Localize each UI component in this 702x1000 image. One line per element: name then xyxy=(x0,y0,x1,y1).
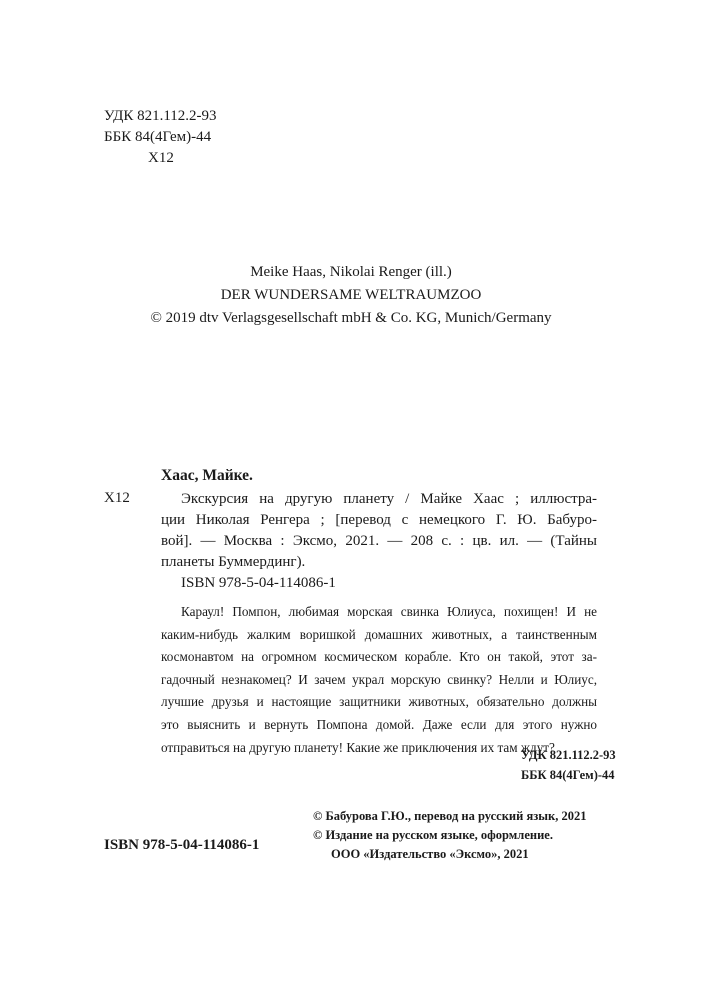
copyright-translation: © Бабурова Г.Ю., перевод на русский язык, 2021 xyxy=(313,809,587,823)
annotation-line: это выяснить и вернуть Помпона домой. Даже если для этого нужно xyxy=(161,716,597,732)
annotation-line: каким-нибудь жалким воришкой домашних животных, а таинственным xyxy=(161,626,597,642)
udk-code-top: УДК 821.112.2-93 xyxy=(104,108,217,124)
bibliographic-heading: Хаас, Майке. xyxy=(161,467,253,484)
bibliographic-line: Экскурсия на другую планету / Майке Хаас ; иллюстра- xyxy=(181,491,597,507)
copyright-publisher: ООО «Издательство «Эксмо», 2021 xyxy=(331,847,529,861)
annotation-line: лучшие друзья и настоящие защитники животных, обязательно должны xyxy=(161,694,597,710)
bibliographic-line: ции Николая Ренгера ; [перевод с немецкого Г. Ю. Бабуро- xyxy=(161,512,597,528)
annotation-line: гадочный незнакомец? И зачем украл морскую свинку? Нелли и Юлиус, xyxy=(161,671,597,687)
annotation-line: космонавтом на огромном космическом корабле. Кто он такой, этот за- xyxy=(161,649,597,665)
original-authors: Meike Haas, Nikolai Renger (ill.) xyxy=(250,264,452,280)
bbk-code-annotation: ББК 84(4Гем)-44 xyxy=(521,768,615,782)
author-mark-record: Х12 xyxy=(104,490,130,506)
bibliographic-description xyxy=(161,489,597,573)
bbk-code-top: ББК 84(4Гем)-44 xyxy=(104,129,212,145)
bibliographic-line: планеты Буммердинг). xyxy=(161,554,306,570)
author-mark-top: Х12 xyxy=(148,150,174,166)
bibliographic-line: вой]. — Москва : Эксмо, 2021. — 208 с. : цв. ил. — (Тайны xyxy=(161,533,597,549)
copyright-edition: © Издание на русском языке, оформление. xyxy=(313,828,553,842)
original-copyright: © 2019 dtv Verlagsgesellschaft mbH & Co. KG, Munich/Germany xyxy=(150,310,552,326)
isbn-record: ISBN 978-5-04-114086-1 xyxy=(181,575,336,591)
udk-code-annotation: УДК 821.112.2-93 xyxy=(521,748,616,762)
original-title: DER WUNDERSAME WELTRAUMZOO xyxy=(220,287,482,303)
isbn-footer: ISBN 978-5-04-114086-1 xyxy=(104,837,260,853)
annotation-text xyxy=(161,601,597,759)
annotation-line: Караул! Помпон, любимая морская свинка Юлиуса, похищен! И не xyxy=(181,604,597,619)
annotation-line: отправиться на другую планету! Какие же приключения их там ждут? xyxy=(161,739,555,755)
